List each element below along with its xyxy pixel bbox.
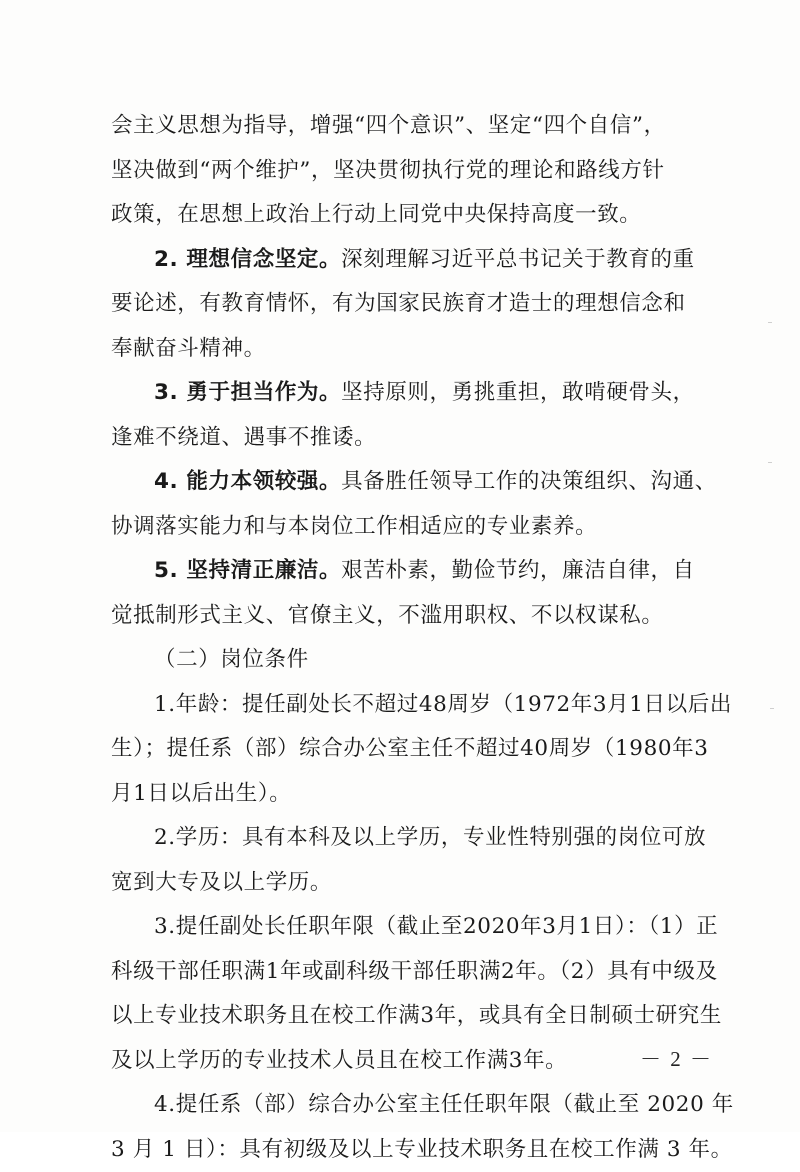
section-title-conditions: （二）岗位条件 bbox=[154, 647, 309, 672]
scan-mark bbox=[768, 462, 772, 463]
item-heading: 2. 理想信念坚定。 bbox=[154, 246, 342, 272]
condition-age: 1.年龄：提任副处长不超过48周岁（1972年3月1日以后出 生）；提任系（部）综合办公室主任不超过40周岁（1980年3 月1日以后出生）。 bbox=[111, 691, 732, 806]
item-ideal-belief: 2. 理想信念坚定。深刻理解习近平总书记关于教育的重 要论述，有教育情怀，有为国家民族育才造士的理想信念和 奉献奋斗精神。 bbox=[111, 246, 695, 361]
paragraph-continuation: 会主义思想为指导，增强“四个意识”、坚定“四个自信”， 坚决做到“两个维护”，坚决贯彻执行党的理论和路线方针 政策，在思想上政治上行动上同党中央保持高度一致。 bbox=[111, 113, 666, 227]
item-integrity: 5. 坚持清正廉洁。艰苦朴素，勤俭节约，廉洁自律，自 觉抵制形式主义、官僚主义，不滥用职权、不以权谋私。 bbox=[111, 558, 695, 628]
item-heading: 4. 能力本领较强。 bbox=[154, 469, 342, 494]
item-ability: 4. 能力本领较强。具备胜任领导工作的决策组织、沟通、 协调落实能力和与本岗位工作相适应的专业素养。 bbox=[111, 469, 717, 539]
condition-education: 2.学历：具有本科及以上学历，专业性特别强的岗位可放 宽到大专及以上学历。 bbox=[111, 825, 707, 895]
condition-tenure-deputy: 3.提任副处长任职年限（截止至2020年3月1日）：（1）正 科级干部任职满1年或副科级干部任职满2年。（2）具有中级及 以上专业技术职务且在校工作满3年，或具有全日制硕士研究生 及以上学历的专业技术人员且在校工作满3年。 bbox=[111, 914, 722, 1073]
document-body bbox=[111, 104, 734, 1172]
item-heading: 5. 坚持清正廉洁。 bbox=[154, 558, 342, 583]
condition-tenure-office-director: 4.提任系（部）综合办公室主任任职年限（截止至 2020 年 3 月 1 日）：具有初级及以上专业技术职务且在校工作满 3 年。 bbox=[111, 1092, 734, 1162]
item-heading: 3. 勇于担当作为。 bbox=[154, 380, 342, 405]
scan-mark bbox=[770, 708, 774, 709]
scan-mark bbox=[768, 322, 772, 323]
page-number: － 2 － bbox=[640, 1047, 713, 1071]
item-responsibility: 3. 勇于担当作为。坚持原则，勇挑重担，敢啃硬骨头， 逢难不绕道、遇事不推诿。 bbox=[111, 380, 695, 450]
